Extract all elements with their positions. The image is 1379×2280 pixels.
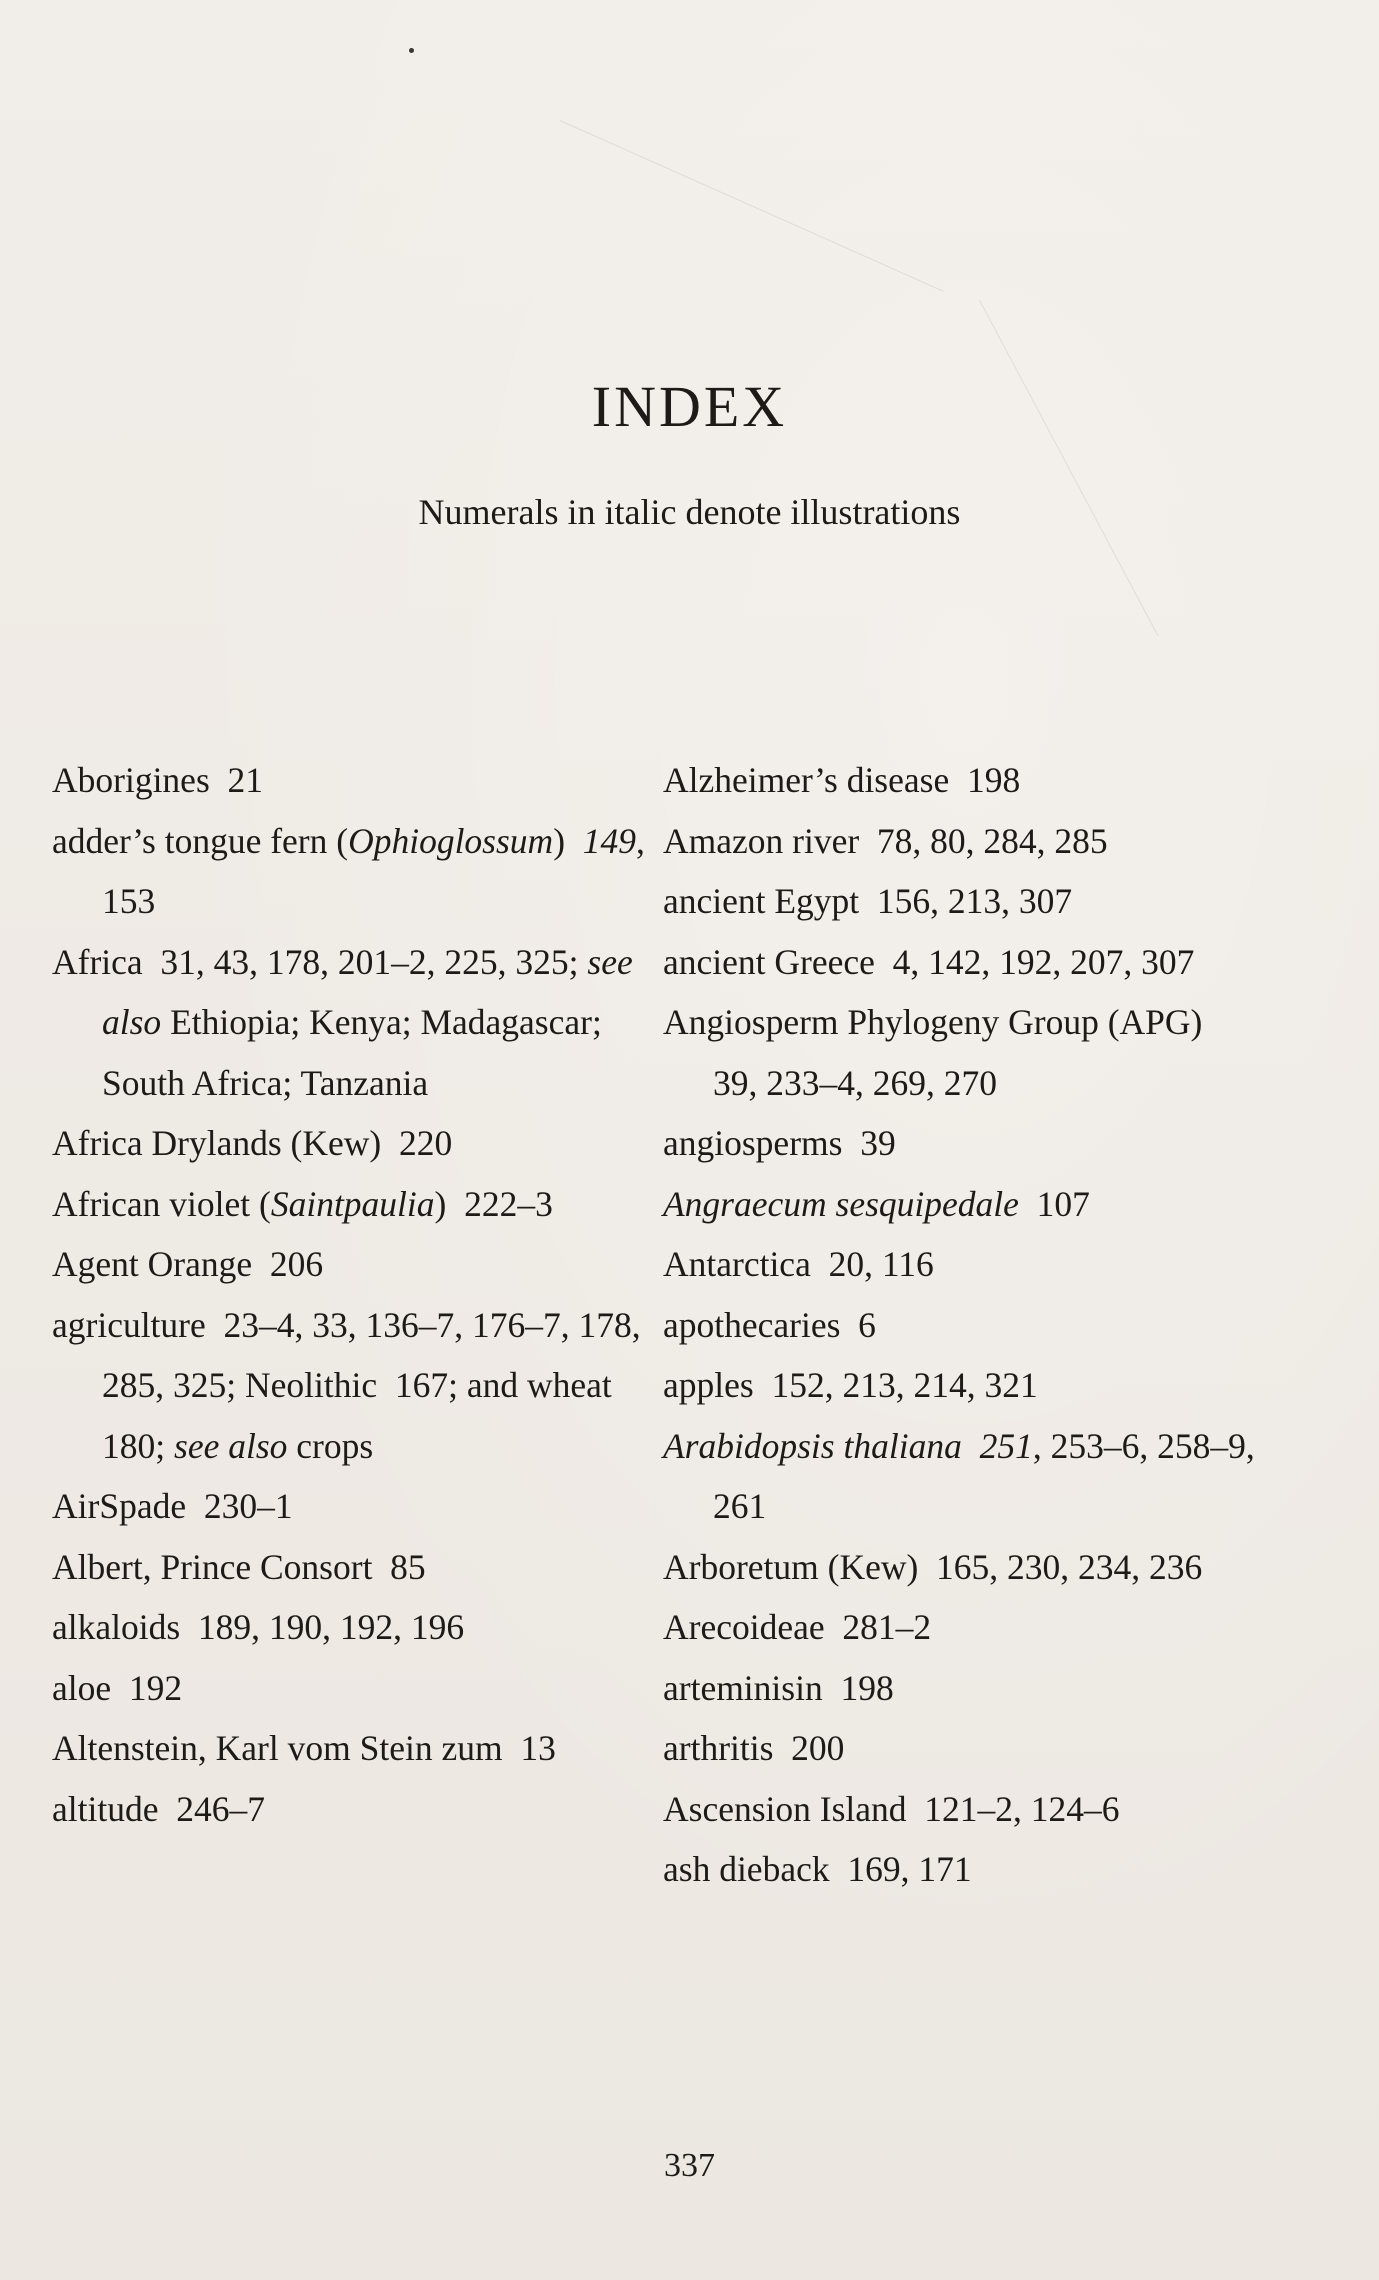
index-entry (663, 1113, 1263, 1174)
index-entry (663, 811, 1263, 872)
index-entry-text: , 153 (102, 820, 654, 921)
index-entry-text: , 253–6, 258–9, 261 (713, 1425, 1264, 1526)
paper-crease (560, 120, 944, 292)
index-entry (52, 1779, 652, 1840)
index-entry-text: ash dieback 169, 171 (663, 1849, 972, 1889)
index-title: INDEX (591, 374, 788, 439)
index-entry-text: ) 222–3 (434, 1183, 553, 1224)
index-entry-text: apples 152, 213, 214, 321 (663, 1365, 1038, 1405)
index-entry-italic-text: see also (102, 941, 642, 1042)
index-entry (663, 932, 1263, 993)
index-entry (663, 1839, 1263, 1900)
index-entry (52, 1174, 652, 1235)
index-entry (52, 811, 652, 932)
index-entry-italic-text: see also (174, 1425, 288, 1466)
index-entry-text: African violet ( (52, 1183, 271, 1224)
index-entry (52, 1234, 652, 1295)
index-entry-text: ancient Egypt 156, 213, 307 (663, 881, 1073, 921)
index-entry-text: arthritis 200 (663, 1728, 845, 1768)
left-index-column (52, 750, 652, 1839)
index-entry (663, 1718, 1263, 1779)
index-entry (663, 1174, 1263, 1235)
paper-crease (979, 300, 1158, 636)
index-entry-text: Angiosperm Phylogeny Group (APG) 39, 233–4, 269, 270 (663, 1002, 1221, 1103)
index-entry (663, 1234, 1263, 1295)
index-entry-italic-text: Ophioglossum (348, 820, 554, 861)
index-entry-text: aloe 192 (52, 1667, 183, 1708)
index-entry (52, 750, 652, 811)
index-entry (52, 1658, 652, 1719)
index-entry-text: angiosperms 39 (663, 1123, 896, 1163)
index-entry-text: 107 (1018, 1183, 1090, 1224)
index-entry-text: Altenstein, Karl vom Stein zum 13 (52, 1728, 556, 1768)
index-entry-text: Arboretum (Kew) 165, 230, 234, 236 (663, 1546, 1203, 1587)
index-entry-text: alkaloids 189, 190, 192, 196 (52, 1607, 465, 1647)
index-entry (663, 1416, 1263, 1537)
index-entry-text: Ascension Island 121–2, 124–6 (663, 1788, 1120, 1829)
index-entry (52, 1476, 652, 1537)
index-entry-italic-text: Saintpaulia (270, 1183, 435, 1224)
index-entry-text: apothecaries 6 (663, 1304, 876, 1345)
index-entry (663, 1295, 1263, 1356)
right-index-column (663, 750, 1263, 1900)
index-entry (663, 750, 1263, 811)
index-entry (663, 1597, 1263, 1658)
index-entry-text: crops (287, 1425, 374, 1466)
index-entry-italic-text: Angraecum sesquipedale (663, 1183, 1019, 1224)
index-entry-text: Alzheimer’s disease 198 (663, 760, 1021, 800)
index-entry-text: ) (553, 820, 583, 861)
index-entry-text: Ethiopia; Kenya; Madagascar; South Africa; Tanzania (102, 1002, 611, 1103)
index-entry-text: Albert, Prince Consort 85 (52, 1546, 426, 1587)
index-entry-italic-text: 149 (582, 820, 637, 861)
index-entry (663, 992, 1263, 1113)
index-entry (663, 1355, 1263, 1416)
index-entry (663, 871, 1263, 932)
ink-speck (409, 48, 414, 53)
index-entry (663, 1779, 1263, 1840)
index-entry-text: Aborigines 21 (52, 760, 264, 800)
index-entry (52, 1295, 652, 1477)
index-entry (663, 1658, 1263, 1719)
index-entry-text: ancient Greece 4, 142, 192, 207, 307 (663, 941, 1195, 982)
index-entry-text: Africa 31, 43, 178, 201–2, 225, 325; (52, 941, 588, 982)
page-number: 337 (664, 2147, 715, 2184)
index-entry-text: Amazon river 78, 80, 284, 285 (663, 820, 1108, 861)
index-entry (52, 1597, 652, 1658)
index-entry-text: Arecoideae 281–2 (663, 1607, 932, 1647)
index-entry (663, 1537, 1263, 1598)
index-entry (52, 1113, 652, 1174)
index-entry-text: AirSpade 230–1 (52, 1486, 293, 1526)
index-entry-text: arteminisin 198 (663, 1667, 894, 1708)
index-entry (52, 932, 652, 1114)
index-entry (52, 1537, 652, 1598)
index-entry-text: adder’s tongue fern ( (52, 820, 349, 861)
index-entry-text: Africa Drylands (Kew) 220 (52, 1123, 453, 1163)
index-entry-text: Antarctica 20, 116 (663, 1244, 934, 1284)
index-entry-text: Agent Orange 206 (52, 1244, 324, 1284)
index-entry-italic-text: Arabidopsis thaliana 251 (663, 1425, 1033, 1466)
index-entry-text: altitude 246–7 (52, 1788, 265, 1829)
index-entry (52, 1718, 652, 1779)
index-subtitle: Numerals in italic denote illustrations (418, 492, 961, 532)
index-entry-text: agriculture 23–4, 33, 136–7, 176–7, 178, 285, 325; Neolithic 167; and wheat 180; (52, 1304, 650, 1466)
